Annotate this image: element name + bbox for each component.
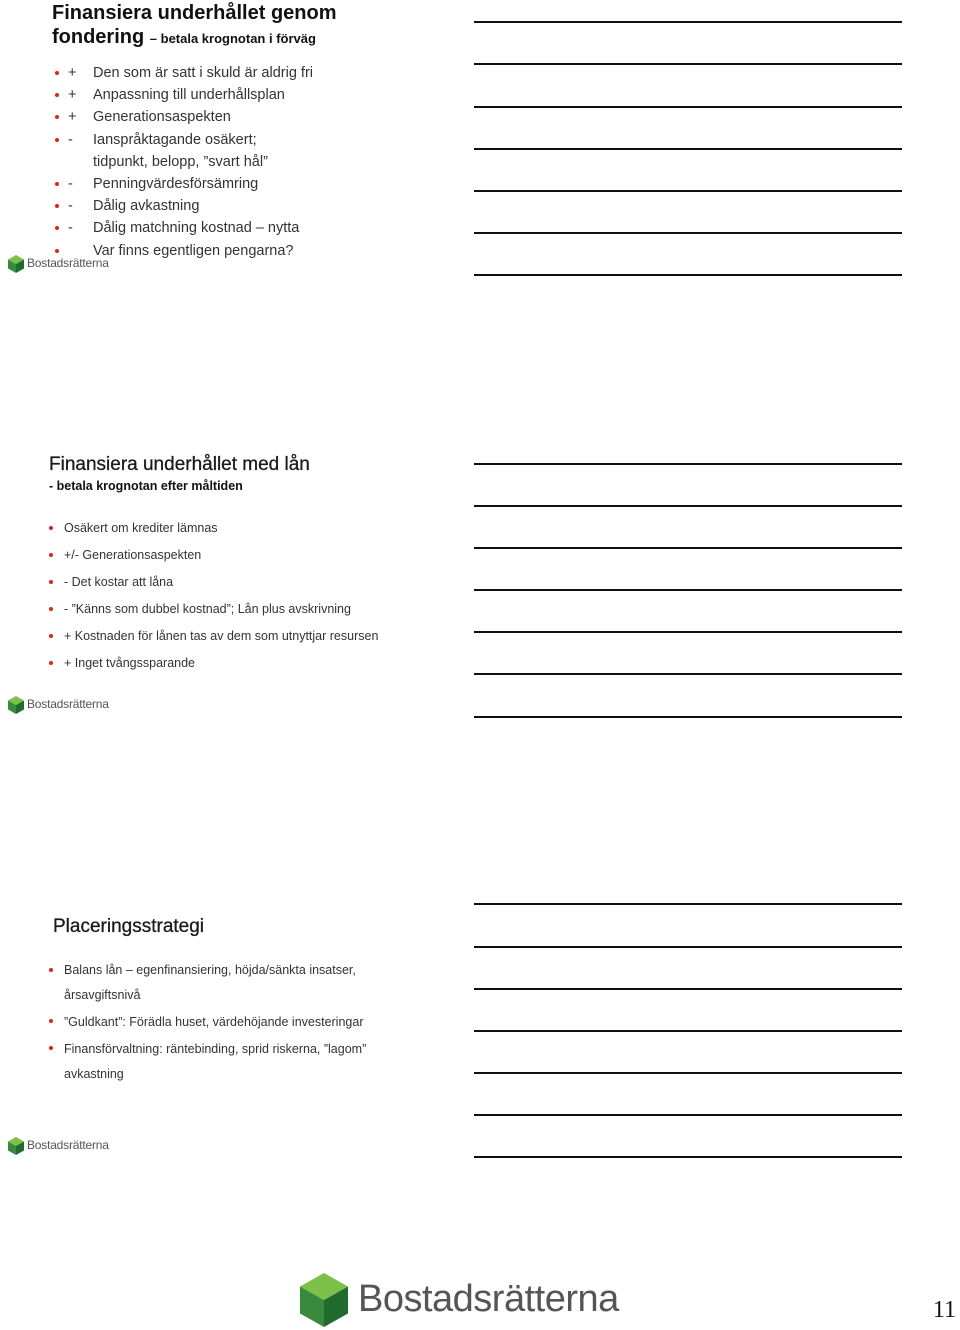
bullet-sign: - (68, 220, 73, 237)
bullet-dot (49, 968, 53, 972)
slide-2-title (49, 454, 310, 495)
list-item (52, 129, 313, 151)
list-item (49, 569, 378, 596)
note-line (474, 1030, 902, 1032)
bullet-dot (55, 71, 59, 75)
slide-1-title (52, 1, 337, 51)
bullet-dot (55, 138, 59, 142)
list-item (52, 151, 313, 173)
bullet-sign: - (68, 176, 73, 193)
note-line (474, 673, 902, 675)
note-line (474, 463, 902, 465)
bullet-sign: + (68, 109, 77, 126)
bullet-dot (49, 1019, 53, 1023)
bullet-dot (55, 204, 59, 208)
list-item (49, 623, 378, 650)
slide-2-title-main: Finansiera underhållet med lån (49, 454, 310, 475)
bullet-dot (55, 249, 59, 253)
list-item (52, 173, 313, 195)
bullet-text: Var finns egentligen pengarna? (93, 242, 294, 259)
note-line (474, 106, 902, 108)
bullet-text: Penningvärdesförsämring (93, 176, 259, 193)
bullet-dot (55, 93, 59, 97)
bullet-dot (49, 607, 53, 611)
slide-3-logo-text: Bostadsrätterna (27, 1138, 109, 1152)
note-line (474, 716, 902, 718)
slide-1-title-line2: fondering – betala krognotan i förväg (52, 26, 316, 48)
slide-1-logo-text: Bostadsrätterna (27, 256, 109, 270)
page-number: 11 (932, 1297, 956, 1323)
bullet-text: - ”Känns som dubbel kostnad”; Lån plus avskrivning (64, 601, 351, 616)
bullet-dot (55, 115, 59, 119)
note-line (474, 1114, 902, 1116)
note-line (474, 589, 902, 591)
note-line (474, 903, 902, 905)
note-line (474, 946, 902, 948)
slide-1 (0, 0, 470, 280)
slide-2-subtitle: - betala krognotan efter måltiden (49, 479, 243, 493)
slide-2-bullet-list (49, 515, 378, 676)
bullet-text: Dålig avkastning (93, 198, 200, 215)
footer-logo-text: Bostadsrätterna (358, 1278, 619, 1320)
bostadsratterna-logo-icon (8, 1137, 24, 1155)
bullet-text: Anpassning till underhållsplan (93, 87, 285, 104)
bullet-text: - Det kostar att låna (64, 574, 174, 589)
note-line (474, 148, 902, 150)
bullet-text: Balans lån – egenfinansiering, höjda/sänkta insatser, (64, 963, 356, 977)
bullet-text: Den som är satt i skuld är aldrig fri (93, 65, 313, 81)
bullet-text: Finansförvaltning: räntebinding, sprid riskerna, ”lagom” (64, 1042, 367, 1056)
note-line (474, 1156, 902, 1158)
list-item (49, 542, 378, 569)
note-line (474, 274, 902, 276)
slide-1-title-main: Finansiera underhållet genom (52, 2, 337, 24)
slide-3-title-main: Placeringsstrategi (53, 916, 205, 937)
bostadsratterna-logo-icon (300, 1272, 348, 1328)
list-item (52, 62, 313, 84)
bullet-text: avkastning (64, 1067, 124, 1081)
slide-1-subtitle: – betala krognotan i förväg (149, 31, 316, 46)
slide-3 (0, 900, 470, 1160)
bullet-dot (55, 226, 59, 230)
bullet-text: + Inget tvångssparande (64, 655, 195, 670)
list-item (49, 958, 366, 982)
bullet-dot (49, 580, 53, 584)
list-item (52, 217, 313, 239)
list-item (49, 596, 378, 623)
note-line (474, 21, 902, 23)
bullet-dot (49, 553, 53, 557)
slide-1-bullet-list (52, 62, 313, 262)
slide-2-logo-text: Bostadsrätterna (27, 697, 109, 711)
bullet-text: Generationsaspekten (93, 109, 231, 126)
slide-2 (0, 440, 470, 720)
bullet-dot (49, 634, 53, 638)
bullet-sign: - (68, 198, 73, 215)
bostadsratterna-logo-icon (8, 255, 24, 273)
list-item (49, 515, 378, 542)
list-item (49, 1009, 366, 1036)
bullet-sign: + (68, 65, 77, 81)
note-line (474, 631, 902, 633)
note-line (474, 1072, 902, 1074)
note-line (474, 988, 902, 990)
list-item (52, 84, 313, 106)
note-line (474, 63, 902, 65)
list-item (52, 106, 313, 128)
bullet-text: Dålig matchning kostnad – nytta (93, 220, 300, 237)
list-item (49, 1036, 366, 1063)
bullet-dot (49, 661, 53, 665)
list-item (49, 650, 378, 677)
note-line (474, 232, 902, 234)
slide-3-bullet-list (49, 958, 366, 1086)
bullet-dot (49, 526, 53, 530)
bullet-sign: - (68, 131, 73, 148)
bullet-text: +/- Generationsaspekten (64, 547, 202, 562)
note-line (474, 190, 902, 192)
note-line (474, 505, 902, 507)
note-line (474, 547, 902, 549)
list-item (52, 195, 313, 217)
bullet-text: ”Guldkant”: Förädla huset, värdehöjande investeringar (64, 1015, 364, 1029)
slide-3-title (53, 915, 204, 939)
bullet-text: + Kostnaden för lånen tas av dem som utnyttjar resursen (64, 628, 379, 643)
bullet-dot (49, 1046, 53, 1050)
bullet-text: årsavgiftsnivå (64, 988, 141, 1002)
bullet-sign: + (68, 87, 77, 104)
bullet-dot (55, 182, 59, 186)
bullet-text: Ianspråktagande osäkert; (93, 131, 257, 148)
list-item (49, 1063, 366, 1086)
bullet-text: tidpunkt, belopp, ”svart hål” (93, 153, 268, 170)
bullet-text: Osäkert om krediter lämnas (64, 521, 218, 535)
bostadsratterna-logo-icon (8, 696, 24, 714)
list-item (49, 982, 366, 1009)
